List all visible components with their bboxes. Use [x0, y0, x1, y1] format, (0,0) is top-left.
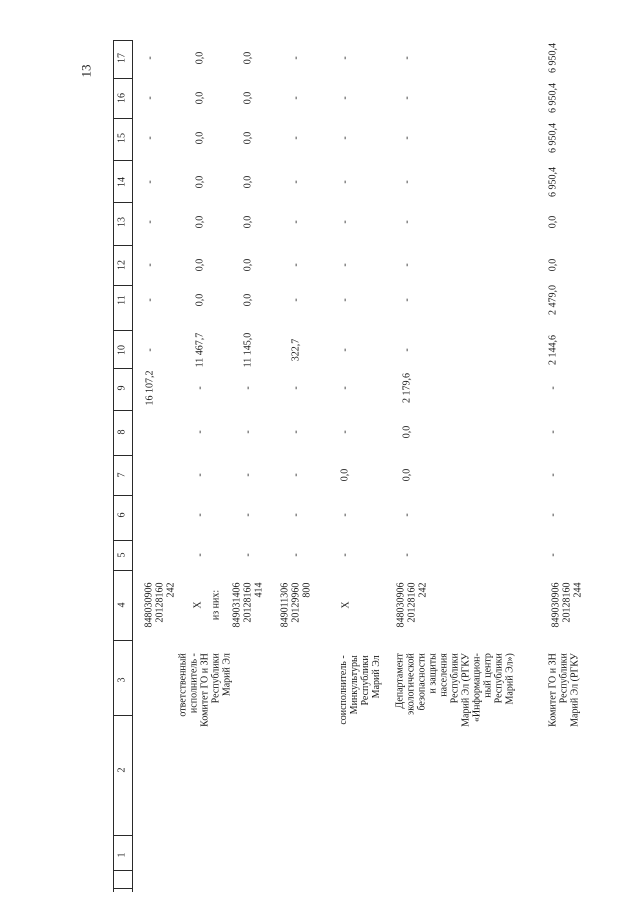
row-2-col-16: 0,0: [242, 91, 254, 105]
row-2-col-7: -: [242, 473, 254, 477]
row-2-col-6: -: [242, 513, 254, 517]
column-number-17: 17: [116, 53, 128, 63]
row-5-col-5: -: [401, 553, 413, 557]
row-4-col-8: -: [339, 430, 351, 434]
column-number-11: 11: [116, 295, 128, 305]
column-number-2: 2: [116, 767, 128, 773]
row-5-col-7: 0,0: [401, 468, 413, 482]
row-2-col-9: -: [242, 386, 254, 390]
column-divider: [113, 715, 133, 716]
column-number-5: 5: [116, 552, 128, 558]
row-5-col-15: -: [401, 136, 413, 140]
row-5-col-11: -: [401, 298, 413, 302]
row-2-col-11: 0,0: [242, 293, 254, 307]
row-6-col-13: 0,0: [547, 215, 559, 229]
row-5-col-12: -: [401, 263, 413, 267]
header-row-divider: [132, 40, 133, 892]
row-6-col-17: 6 950,4: [547, 43, 559, 73]
row-4-responsible: соисполнитель - Минкультуры Республики Марий Эл: [338, 655, 382, 725]
row-2-col-8: -: [242, 430, 254, 434]
row-1-col-14: 0,0: [194, 175, 206, 189]
row-1-col-12: 0,0: [194, 258, 206, 272]
row-4-col-11: -: [339, 298, 351, 302]
column-divider: [113, 835, 133, 836]
row-3-col-13: -: [290, 220, 302, 224]
row-5-budget-code: 848030906 20128160 242: [395, 582, 429, 628]
column-number-16: 16: [116, 93, 128, 103]
column-number-14: 14: [116, 177, 128, 187]
column-number-9: 9: [116, 385, 128, 391]
row-3-col-14: -: [290, 180, 302, 184]
row-4-col-6: -: [339, 513, 351, 517]
column-number-4: 4: [116, 602, 128, 608]
row-2-budget-code: 849031406 20128160 414: [231, 582, 265, 628]
row-2-col-15: 0,0: [242, 131, 254, 145]
row-2-col-5: -: [242, 553, 254, 557]
row-1-col-8: -: [194, 430, 206, 434]
row-4-col-10: -: [339, 348, 351, 352]
row-0-col-15: -: [144, 136, 156, 140]
row-3-col-6: -: [290, 513, 302, 517]
column-divider: [113, 118, 133, 119]
column-number-1: 1: [116, 852, 128, 858]
column-number-15: 15: [116, 133, 128, 143]
row-4-col-5: -: [339, 553, 351, 557]
row-1-col-13: 0,0: [194, 215, 206, 229]
row-2-col-10: 11 145,0: [242, 332, 254, 368]
row-6-col-8: -: [547, 430, 559, 434]
column-number-3: 3: [116, 677, 128, 683]
row-6-col-16: 6 950,4: [547, 83, 559, 113]
row-3-col-17: -: [290, 56, 302, 60]
row-0-col-13: -: [144, 220, 156, 224]
column-number-13: 13: [116, 217, 128, 227]
row-4-budget-code: X: [340, 601, 352, 609]
row-3-col-5: -: [290, 553, 302, 557]
row-3-col-15: -: [290, 136, 302, 140]
row-5-responsible: Департамент экологической безопасности и защиты населения Республики Марий Эл (РГКУ «Информацион- ный центр Республики Марий Эл»): [394, 653, 516, 727]
column-divider: [113, 495, 133, 496]
row-0-col-9: 16 107,2: [144, 370, 156, 406]
row-6-budget-code: 849030906 20128160 244: [550, 582, 584, 628]
row-5-col-6: -: [401, 513, 413, 517]
row-5-col-14: -: [401, 180, 413, 184]
column-divider: [113, 368, 133, 369]
column-divider: [113, 870, 133, 871]
row-3-col-8: -: [290, 430, 302, 434]
row-0-budget-code: 848030906 20128160 242: [143, 582, 177, 628]
row-3-col-9: -: [290, 386, 302, 390]
row-0-col-11: -: [144, 298, 156, 302]
column-divider: [113, 570, 133, 571]
column-number-10: 10: [116, 345, 128, 355]
row-6-col-10: 2 144,6: [547, 335, 559, 365]
column-divider: [113, 40, 133, 41]
row-5-col-17: -: [401, 56, 413, 60]
table-border-bottom: [113, 888, 133, 889]
row-5-col-9: 2 179,6: [401, 373, 413, 403]
column-divider: [113, 245, 133, 246]
row-1-col-9: -: [194, 386, 206, 390]
column-divider: [113, 640, 133, 641]
row-6-col-15: 6 950,4: [547, 123, 559, 153]
row-0-col-10: -: [144, 348, 156, 352]
row-4-col-7: 0,0: [339, 468, 351, 482]
row-1-budget-code: X: [192, 601, 204, 609]
row-0-col-14: -: [144, 180, 156, 184]
column-divider: [113, 455, 133, 456]
row-5-col-8: 0,0: [401, 425, 413, 439]
column-number-8: 8: [116, 429, 128, 435]
row-1-col-16: 0,0: [194, 91, 206, 105]
row-0-col-12: -: [144, 263, 156, 267]
table-border-left: [113, 40, 114, 892]
row-3-col-7: -: [290, 473, 302, 477]
column-number-6: 6: [116, 512, 128, 518]
row-1-col-10: 11 467,7: [194, 332, 206, 368]
row-2-col-13: 0,0: [242, 215, 254, 229]
row-1-col-15: 0,0: [194, 131, 206, 145]
row-6-col-12: 0,0: [547, 258, 559, 272]
row-4-col-17: -: [339, 56, 351, 60]
row-4-col-9: -: [339, 386, 351, 390]
row-3-col-16: -: [290, 96, 302, 100]
row-1-col-5: -: [194, 553, 206, 557]
row-3-col-11: -: [290, 298, 302, 302]
row-6-col-11: 2 479,0: [547, 285, 559, 315]
column-number-7: 7: [116, 472, 128, 478]
row-6-col-9: -: [547, 386, 559, 390]
column-divider: [113, 410, 133, 411]
column-divider: [113, 160, 133, 161]
row-2-col-14: 0,0: [242, 175, 254, 189]
row-6-col-7: -: [547, 473, 559, 477]
row-6-responsible: Комитет ГО и ЗН Республики Марий Эл (РГКУ: [547, 653, 581, 727]
column-number-12: 12: [116, 260, 128, 270]
row-6-col-6: -: [547, 513, 559, 517]
row-3-budget-code: 849011306 20129960 800: [279, 582, 313, 628]
row-4-col-13: -: [339, 220, 351, 224]
row-1-subheading: из них:: [210, 589, 222, 621]
row-3-col-12: -: [290, 263, 302, 267]
row-4-col-15: -: [339, 136, 351, 140]
row-5-col-10: -: [401, 348, 413, 352]
row-1-col-17: 0,0: [194, 51, 206, 65]
row-1-responsible: ответственный исполнитель - Комитет ГО и ЗН Республики Марий Эл: [177, 653, 233, 727]
column-divider: [113, 330, 133, 331]
row-1-col-6: -: [194, 513, 206, 517]
column-divider: [113, 202, 133, 203]
row-4-col-12: -: [339, 263, 351, 267]
row-2-col-12: 0,0: [242, 258, 254, 272]
row-0-col-16: -: [144, 96, 156, 100]
row-1-col-11: 0,0: [194, 293, 206, 307]
row-4-col-16: -: [339, 96, 351, 100]
row-2-col-17: 0,0: [242, 51, 254, 65]
page-number: 13: [78, 64, 94, 78]
row-5-col-16: -: [401, 96, 413, 100]
column-divider: [113, 78, 133, 79]
row-6-col-5: -: [547, 553, 559, 557]
row-6-col-14: 6 950,4: [547, 167, 559, 197]
row-0-col-17: -: [144, 56, 156, 60]
column-divider: [113, 540, 133, 541]
row-1-col-7: -: [194, 473, 206, 477]
row-3-col-10: 322,7: [290, 338, 302, 362]
row-5-col-13: -: [401, 220, 413, 224]
row-4-col-14: -: [339, 180, 351, 184]
column-divider: [113, 285, 133, 286]
